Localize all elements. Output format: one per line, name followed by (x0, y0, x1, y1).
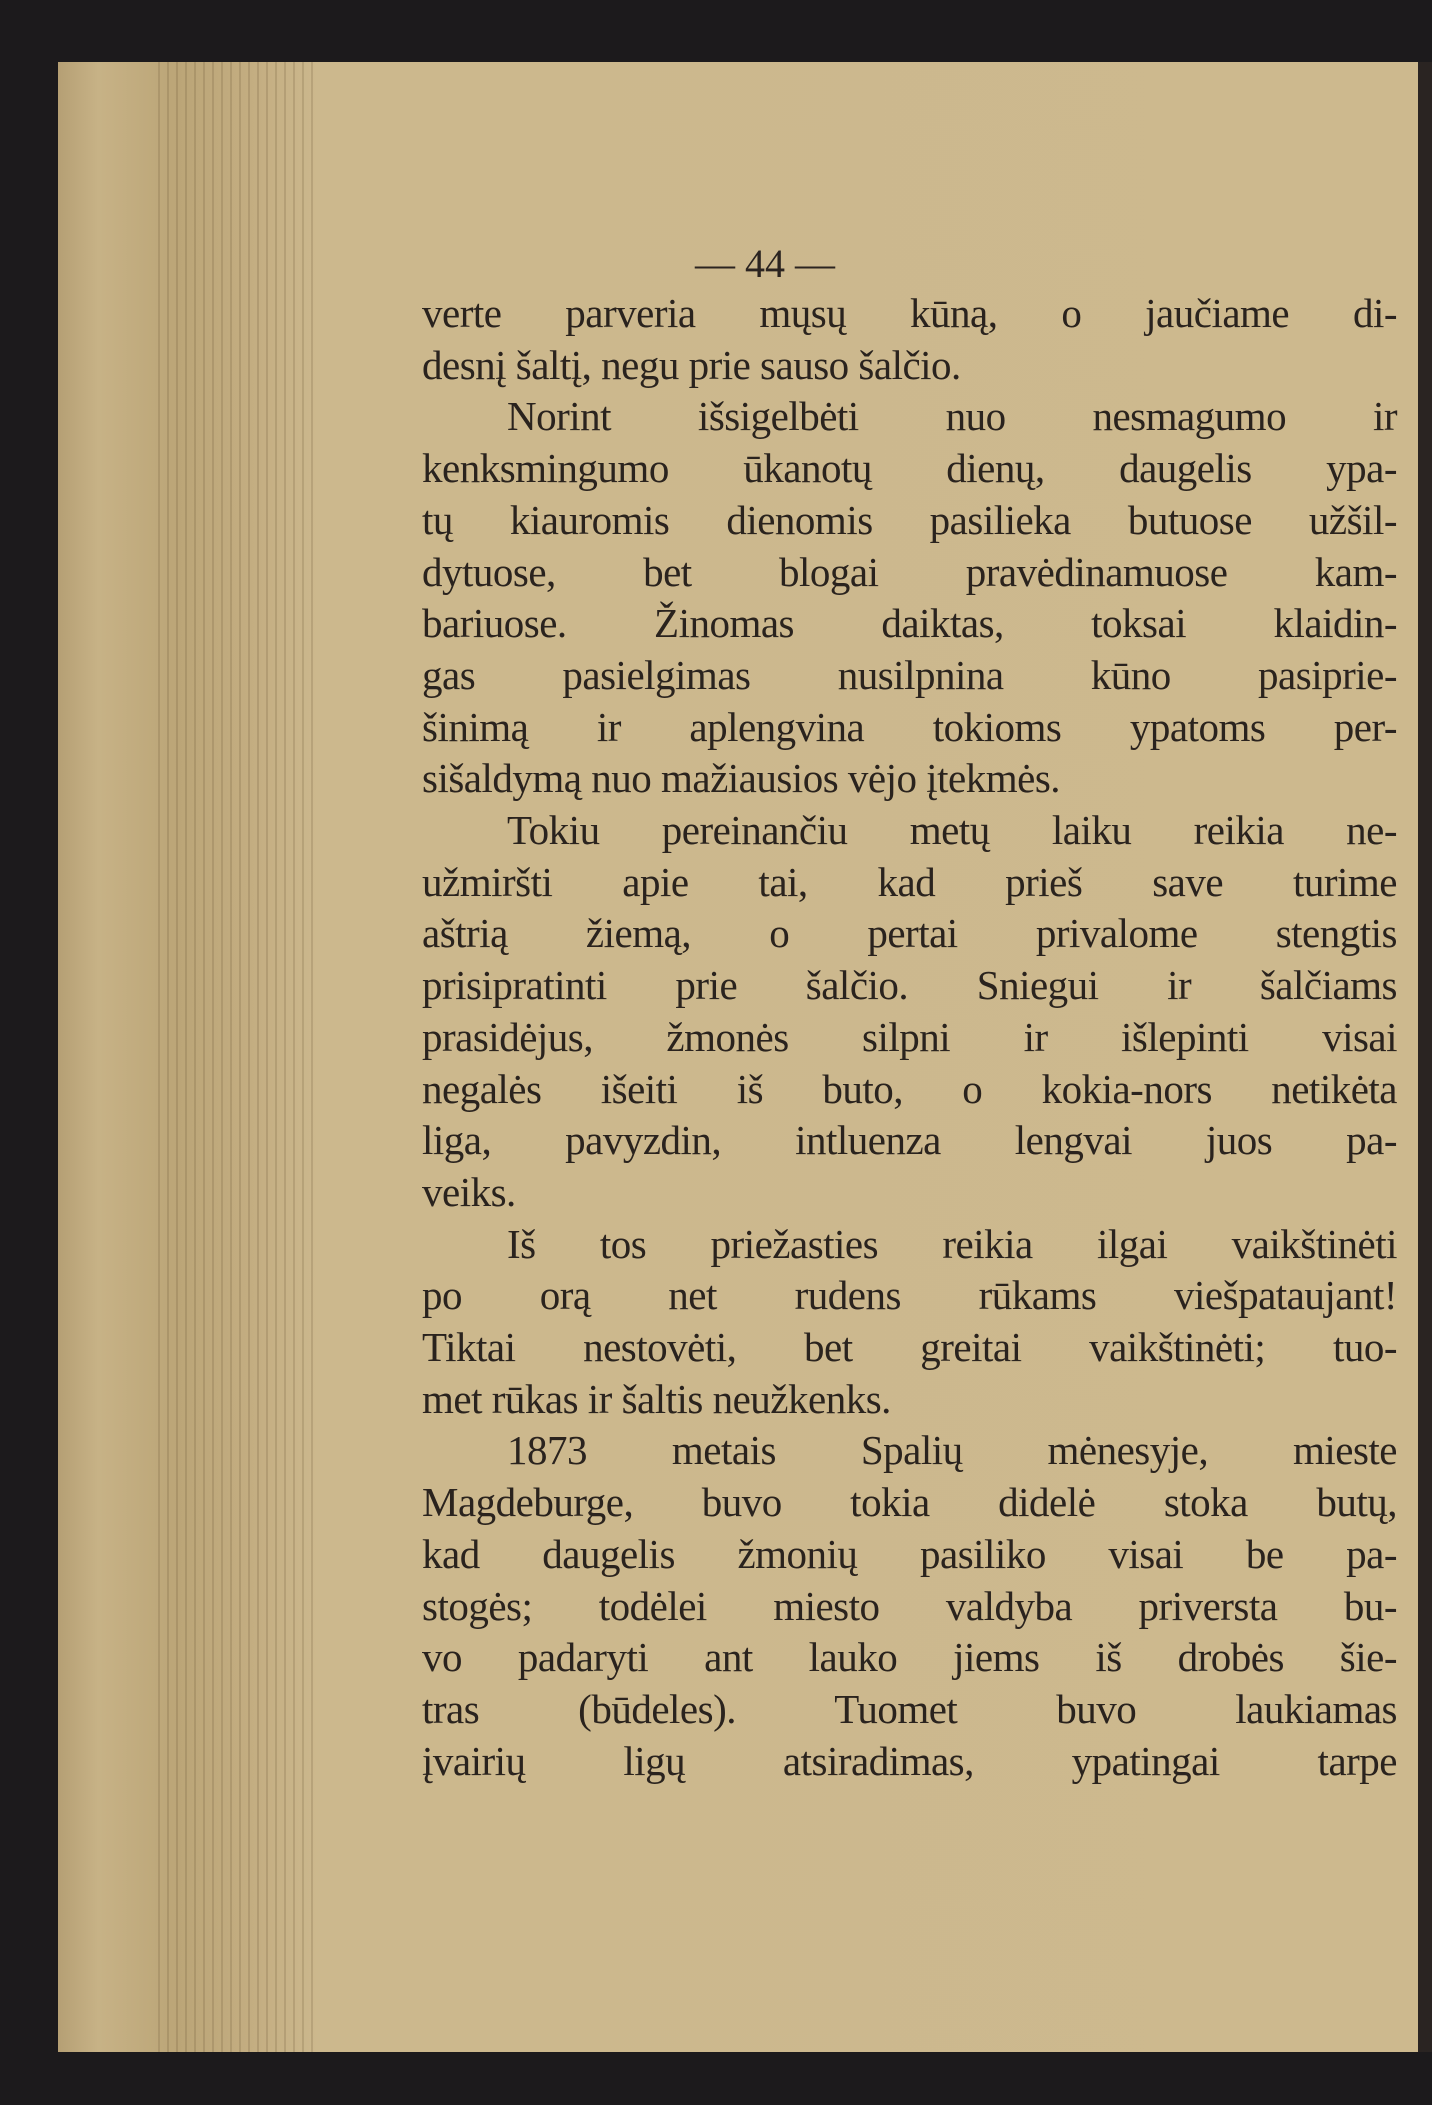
text-line: kenksmingumo ūkanotų dienų, daugelis ypa- (422, 445, 1397, 492)
text-line: vo padaryti ant lauko jiems iš drobės šie- (422, 1634, 1397, 1681)
text-line: 1873 metais Spalių mėnesyje, mieste (507, 1427, 1397, 1474)
text-line: Tokiu pereinančiu metų laiku reikia ne- (507, 807, 1397, 854)
text-line: prisipratinti prie šalčio. Sniegui ir šalčiams (422, 962, 1397, 1009)
text-line: kad daugelis žmonių pasiliko visai be pa- (422, 1530, 1397, 1577)
body-text (422, 288, 1397, 1787)
text-line: veiks. (422, 1168, 516, 1215)
text-line: Magdeburge, buvo tokia didelė stoka butų, (422, 1479, 1397, 1526)
text-line: met rūkas ir šaltis neužkenks. (422, 1375, 891, 1422)
text-line: liga, pavyzdin, intluenza lengvai juos pa- (422, 1117, 1397, 1164)
text-line: verte parveria mųsų kūną, o jaučiame di- (422, 290, 1397, 336)
scan-border (1418, 62, 1432, 2052)
text-line: gas pasielgimas nusilpnina kūno pasiprie- (422, 651, 1397, 698)
text-line: tras (būdeles). Tuomet buvo laukiamas (422, 1685, 1397, 1732)
text-line: šinimą ir aplengvina tokioms ypatoms per- (422, 703, 1397, 750)
text-line: dytuose, bet blogai pravėdinamuose kam- (422, 548, 1397, 595)
text-line: negalės išeiti iš buto, o kokia-nors netikėta (422, 1065, 1397, 1112)
text-line: prasidėjus, žmonės silpni ir išlepinti visai (422, 1013, 1397, 1060)
text-line: Tiktai nestovėti, bet greitai vaikštinėti; tuo- (422, 1324, 1397, 1371)
text-line: sišaldymą nuo mažiausios vėjo įtekmės. (422, 755, 1061, 802)
text-line: užmiršti apie tai, kad prieš save turime (422, 858, 1397, 905)
text-line: desnį šaltį, negu prie sauso šalčio. (422, 341, 961, 388)
text-line: Norint išsigelbėti nuo nesmagumo ir (507, 393, 1397, 440)
page-edges (158, 62, 318, 2052)
text-line: tų kiauromis dienomis pasilieka butuose užšil- (422, 496, 1397, 543)
text-line: bariuose. Žinomas daiktas, toksai klaidin- (422, 600, 1397, 647)
page-number: — 44 — (695, 241, 835, 286)
text-line: stogės; todėlei miesto valdyba priversta bu- (422, 1582, 1397, 1629)
text-line: aštrią žiemą, o pertai privalome stengtis (422, 910, 1397, 957)
text-line: įvairių ligų atsiradimas, ypatingai tarpe (422, 1737, 1397, 1784)
text-line: Iš tos priežasties reikia ilgai vaikštinėti (507, 1220, 1397, 1267)
text-line: po orą net rudens rūkams viešpataujant! (422, 1272, 1397, 1319)
